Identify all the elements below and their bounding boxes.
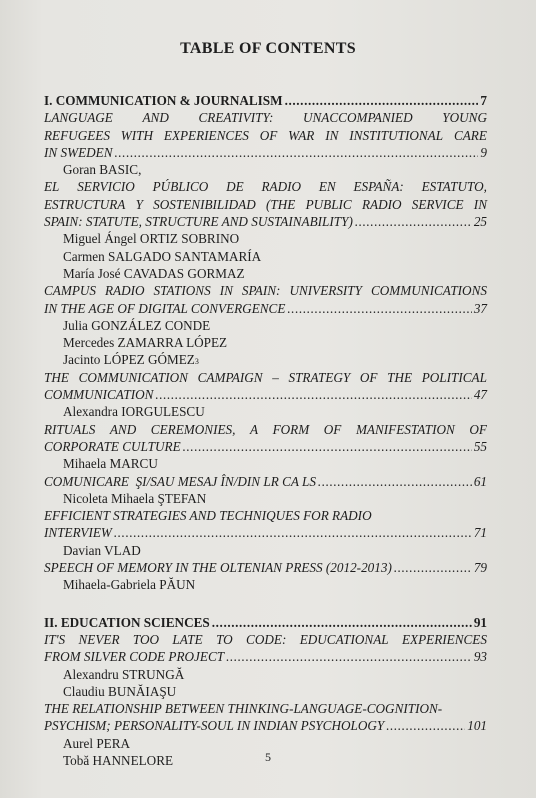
author: Julia GONZÁLEZ CONDE xyxy=(63,317,211,333)
entry-title-line: IN SWEDEN ..... 9 xyxy=(44,144,487,161)
dot-leader xyxy=(115,144,479,161)
author: Aurel PERA xyxy=(63,735,131,751)
page-ref: 61 xyxy=(473,473,487,489)
section-heading xyxy=(44,92,487,109)
dot-leader xyxy=(114,524,472,541)
page-ref: 71 xyxy=(473,525,487,541)
page-ref: 25 xyxy=(473,214,487,230)
entry-title-line: IN THE AGE OF DIGITAL CONVERGENCE ..... 37 xyxy=(44,300,487,317)
dot-leader xyxy=(287,300,471,317)
dot-leader xyxy=(212,614,472,631)
page-ref: 91 xyxy=(473,614,487,630)
entry-title-line: COMMUNICATION ..... 47 xyxy=(44,386,487,403)
entry-title-line: THE RELATIONSHIP BETWEEN THINKING-LANGUAGE-COGNITION- xyxy=(44,701,443,717)
entry-title-line: EL SERVICIO PÚBLICO DE RADIO EN ESPAÑA: ESTATUTO, xyxy=(44,179,487,195)
entry-title-line: RITUALS AND CEREMONIES, A FORM OF MANIFESTATION OF xyxy=(44,421,487,437)
entry-title-line: ESTRUCTURA Y SOSTENIBILIDAD (THE PUBLIC RADIO SERVICE IN xyxy=(44,196,487,212)
entry-title-line: FROM SILVER CODE PROJECT ..... 93 xyxy=(44,648,487,665)
dot-leader xyxy=(355,213,472,230)
author: Goran BASIC, xyxy=(63,162,142,178)
dot-leader xyxy=(226,648,472,665)
entry-title-line: SPAIN: STATUTE, STRUCTURE AND SUSTAINABILITY) ..... 25 xyxy=(44,213,487,230)
author: Nicoleta Mihaela ŞTEFAN xyxy=(63,490,207,506)
author: Davian VLAD xyxy=(63,542,141,558)
author: Miguel Ángel ORTIZ SOBRINO xyxy=(63,231,240,247)
dot-leader xyxy=(155,386,471,403)
page-number: 5 xyxy=(265,750,271,764)
entry-title-line: COMUNICARE ŞI/SAU MESAJ ÎN/DIN LR CA LS ..... 61 xyxy=(44,473,487,490)
author: Carmen SALGADO SANTAMARÍA xyxy=(63,248,262,264)
page-ref: 101 xyxy=(467,718,487,734)
page-ref: 7 xyxy=(480,93,487,108)
dot-leader xyxy=(318,473,472,490)
section-heading xyxy=(44,614,487,631)
footnote-mark: 3 xyxy=(194,357,199,367)
page-ref: 93 xyxy=(473,649,487,665)
table-of-contents xyxy=(44,92,487,769)
dot-leader xyxy=(394,559,472,576)
author: Tobă HANNELORE xyxy=(63,752,174,768)
author: Alexandra IORGULESCU xyxy=(63,404,205,420)
author: Jacinto LÓPEZ GÓMEZ 3 xyxy=(44,351,487,368)
section-gap xyxy=(44,594,487,614)
entry-title-line: INTERVIEW ..... 71 xyxy=(44,524,487,541)
entry-title-line: EFFICIENT STRATEGIES AND TECHNIQUES FOR RADIO xyxy=(44,508,372,524)
entry-title-line: PSYCHISM; PERSONALITY-SOUL IN INDIAN PSYCHOLOGY ..... 101 xyxy=(44,717,487,734)
entry-title-line: CORPORATE CULTURE ..... 55 xyxy=(44,438,487,455)
entry-title-line: CAMPUS RADIO STATIONS IN SPAIN: UNIVERSITY COMMUNICATIONS xyxy=(44,283,487,299)
author: Mihaela-Gabriela PĂUN xyxy=(63,577,196,593)
dot-leader xyxy=(285,92,479,109)
entry-title-line: REFUGEES WITH EXPERIENCES OF WAR IN INSTITUTIONAL CARE xyxy=(44,127,487,143)
page-ref: 47 xyxy=(473,387,487,403)
entry-title-line: SPEECH OF MEMORY IN THE OLTENIAN PRESS (2012-2013) ..... 79 xyxy=(44,559,487,576)
author: Alexandru STRUNGĂ xyxy=(63,666,185,682)
page-ref: 37 xyxy=(473,300,487,316)
author: Claudiu BUNĂIAŞU xyxy=(63,683,177,699)
dot-leader xyxy=(386,717,465,734)
page-ref: 79 xyxy=(473,560,487,576)
entry-title-line: LANGUAGE AND CREATIVITY: UNACCOMPANIED YOUNG xyxy=(44,110,487,126)
entry-title-line: THE COMMUNICATION CAMPAIGN – STRATEGY OF THE POLITICAL xyxy=(44,369,487,385)
entry-title-line: IT'S NEVER TOO LATE TO CODE: EDUCATIONAL EXPERIENCES xyxy=(44,631,487,647)
page-ref: 55 xyxy=(473,438,487,454)
author: Mihaela MARCU xyxy=(63,456,158,472)
dot-leader xyxy=(183,438,472,455)
author: Mercedes ZAMARRA LÓPEZ xyxy=(63,335,228,351)
author: María José CAVADAS GORMAZ xyxy=(63,265,245,281)
page-ref: 9 xyxy=(480,144,487,160)
page-title: TABLE OF CONTENTS xyxy=(180,40,356,57)
section-title: II. EDUCATION SCIENCES xyxy=(44,614,210,630)
section-title: I. COMMUNICATION & JOURNALISM xyxy=(44,93,283,108)
